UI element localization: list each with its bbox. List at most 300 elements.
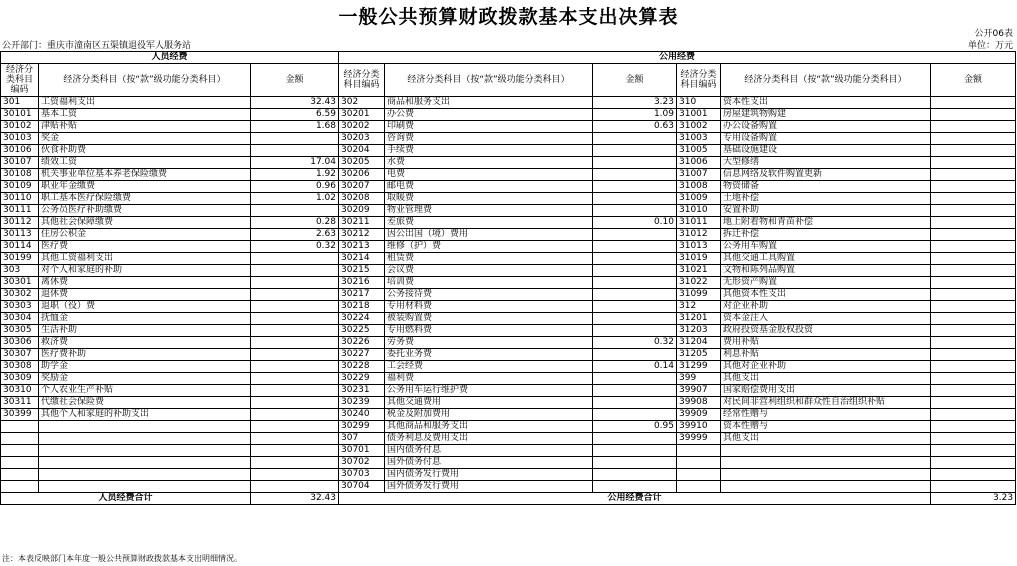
capital-amount-cell: [931, 457, 1016, 469]
personnel-amount-cell: [251, 421, 339, 433]
capital-name-cell: 资本金注入: [721, 313, 931, 325]
public-name-cell: 劳务费: [385, 337, 593, 349]
public-name-cell: 邮电费: [385, 181, 593, 193]
capital-amount-cell: [931, 265, 1016, 277]
personnel-amount-cell: [251, 361, 339, 373]
capital-name-cell: 信息网络及软件购置更新: [721, 169, 931, 181]
public-name-cell: 差旅费: [385, 217, 593, 229]
capital-name-cell: 地上附着物和青苗补偿: [721, 217, 931, 229]
capital-amount-cell: [931, 349, 1016, 361]
public-amount-cell: 0.10: [593, 217, 677, 229]
capital-name-cell: 大型修缮: [721, 157, 931, 169]
capital-amount-cell: [931, 241, 1016, 253]
public-name-cell: 商品和服务支出: [385, 97, 593, 109]
personnel-code-cell: 30301: [1, 277, 39, 289]
public-name-cell: 委托业务费: [385, 349, 593, 361]
capital-code-cell: 31203: [677, 325, 721, 337]
public-amount-cell: [593, 289, 677, 301]
personnel-amount-cell: [251, 301, 339, 313]
public-amount-cell: [593, 133, 677, 145]
table-row: [1, 385, 1016, 397]
capital-name-cell: 经常性赠与: [721, 409, 931, 421]
public-name-cell: 国内债务发行费用: [385, 469, 593, 481]
public-code-cell: 30227: [339, 349, 385, 361]
capital-code-cell: 31019: [677, 253, 721, 265]
capital-amount-cell: [931, 373, 1016, 385]
capital-code-cell: 39909: [677, 409, 721, 421]
capital-amount-cell: [931, 193, 1016, 205]
capital-name-cell: 其他支出: [721, 373, 931, 385]
capital-code-cell: 31008: [677, 181, 721, 193]
public-code-cell: 30225: [339, 325, 385, 337]
capital-code-cell: 31009: [677, 193, 721, 205]
personnel-amount-cell: [251, 445, 339, 457]
capital-code-cell: 31012: [677, 229, 721, 241]
personnel-name-cell: 对个人和家庭的补助: [39, 265, 251, 277]
public-code-cell: 30239: [339, 397, 385, 409]
public-code-cell: 30205: [339, 157, 385, 169]
capital-amount-cell: [931, 145, 1016, 157]
capital-code-cell: 39908: [677, 397, 721, 409]
personnel-code-cell: 30108: [1, 169, 39, 181]
table-row: [1, 205, 1016, 217]
personnel-code-cell: 30112: [1, 217, 39, 229]
personnel-code-cell: 30101: [1, 109, 39, 121]
capital-name-cell: [721, 457, 931, 469]
capital-name-cell: 土地补偿: [721, 193, 931, 205]
personnel-amount-cell: 0.96: [251, 181, 339, 193]
table-row: [1, 373, 1016, 385]
public-code-cell: 30202: [339, 121, 385, 133]
capital-amount-cell: [931, 301, 1016, 313]
capital-code-cell: 399: [677, 373, 721, 385]
public-amount-cell: [593, 469, 677, 481]
personnel-name-cell: 离休费: [39, 277, 251, 289]
public-amount-cell: [593, 433, 677, 445]
column-header-amount: 金额: [593, 64, 677, 97]
personnel-name-cell: 医疗费: [39, 241, 251, 253]
table-row: [1, 469, 1016, 481]
public-name-cell: 福利费: [385, 373, 593, 385]
public-code-cell: 30299: [339, 421, 385, 433]
public-amount-cell: [593, 313, 677, 325]
table-row: [1, 109, 1016, 121]
personnel-total-value: 32.43: [251, 493, 339, 505]
personnel-name-cell: 职工基本医疗保险缴费: [39, 193, 251, 205]
capital-name-cell: 资本性支出: [721, 97, 931, 109]
public-amount-cell: [593, 481, 677, 493]
capital-code-cell: 31022: [677, 277, 721, 289]
table-row: [1, 325, 1016, 337]
personnel-name-cell: 退休费: [39, 289, 251, 301]
table-row: [1, 133, 1016, 145]
personnel-amount-cell: [251, 457, 339, 469]
column-header-amount: 金额: [251, 64, 339, 97]
public-code-cell: 30212: [339, 229, 385, 241]
personnel-code-cell: 30302: [1, 289, 39, 301]
capital-name-cell: 政府投资基金股权投资: [721, 325, 931, 337]
table-row: [1, 97, 1016, 109]
personnel-code-cell: 30103: [1, 133, 39, 145]
personnel-name-cell: 其他个人和家庭的补助支出: [39, 409, 251, 421]
capital-name-cell: 公务用车购置: [721, 241, 931, 253]
capital-code-cell: 31007: [677, 169, 721, 181]
public-amount-cell: 0.32: [593, 337, 677, 349]
personnel-amount-cell: [251, 277, 339, 289]
personnel-code-cell: 30305: [1, 325, 39, 337]
capital-amount-cell: [931, 121, 1016, 133]
personnel-amount-cell: [251, 409, 339, 421]
personnel-code-cell: 30304: [1, 313, 39, 325]
personnel-amount-cell: [251, 349, 339, 361]
capital-code-cell: 31002: [677, 121, 721, 133]
capital-code-cell: 31099: [677, 289, 721, 301]
capital-name-cell: 对企业补助: [721, 301, 931, 313]
capital-code-cell: 31299: [677, 361, 721, 373]
public-name-cell: 维修（护）费: [385, 241, 593, 253]
table-row: [1, 289, 1016, 301]
public-name-cell: 专用材料费: [385, 301, 593, 313]
public-name-cell: 水费: [385, 157, 593, 169]
capital-code-cell: 31005: [677, 145, 721, 157]
public-name-cell: 办公费: [385, 109, 593, 121]
table-row: [1, 349, 1016, 361]
public-name-cell: 会议费: [385, 265, 593, 277]
personnel-amount-cell: 0.32: [251, 241, 339, 253]
capital-amount-cell: [931, 205, 1016, 217]
capital-amount-cell: [931, 97, 1016, 109]
personnel-code-cell: 30111: [1, 205, 39, 217]
public-code-cell: 30204: [339, 145, 385, 157]
personnel-name-cell: 住房公积金: [39, 229, 251, 241]
personnel-amount-cell: [251, 373, 339, 385]
public-name-cell: 其他商品和服务支出: [385, 421, 593, 433]
personnel-name-cell: [39, 421, 251, 433]
capital-amount-cell: [931, 397, 1016, 409]
personnel-name-cell: 救济费: [39, 337, 251, 349]
public-amount-cell: 1.09: [593, 109, 677, 121]
table-row: [1, 121, 1016, 133]
table-row: [1, 241, 1016, 253]
table-row: [1, 181, 1016, 193]
public-amount-cell: [593, 277, 677, 289]
personnel-name-cell: 代缴社会保险费: [39, 397, 251, 409]
personnel-name-cell: 其他工资福利支出: [39, 253, 251, 265]
capital-name-cell: 其他资本性支出: [721, 289, 931, 301]
personnel-code-cell: 30399: [1, 409, 39, 421]
personnel-code-cell: 30310: [1, 385, 39, 397]
public-code-cell: 30209: [339, 205, 385, 217]
public-group-header: 公用经费: [339, 52, 1016, 64]
personnel-amount-cell: [251, 325, 339, 337]
capital-amount-cell: [931, 421, 1016, 433]
capital-name-cell: 房屋建筑物购建: [721, 109, 931, 121]
department-label: 公开部门：重庆市潼南区五渠镇退役军人服务站: [2, 41, 192, 51]
personnel-code-cell: 30199: [1, 253, 39, 265]
personnel-amount-cell: [251, 385, 339, 397]
capital-name-cell: 费用补贴: [721, 337, 931, 349]
personnel-code-cell: 301: [1, 97, 39, 109]
public-total-value: 3.23: [931, 493, 1016, 505]
capital-amount-cell: [931, 361, 1016, 373]
public-code-cell: 307: [339, 433, 385, 445]
capital-name-cell: 其他交通工具购置: [721, 253, 931, 265]
capital-amount-cell: [931, 433, 1016, 445]
public-name-cell: 国外债务付息: [385, 457, 593, 469]
capital-code-cell: 31010: [677, 205, 721, 217]
personnel-name-cell: 奖金: [39, 133, 251, 145]
personnel-code-cell: 30102: [1, 121, 39, 133]
capital-code-cell: 31204: [677, 337, 721, 349]
capital-amount-cell: [931, 253, 1016, 265]
public-name-cell: 专用燃料费: [385, 325, 593, 337]
personnel-code-cell: 30109: [1, 181, 39, 193]
public-amount-cell: [593, 409, 677, 421]
personnel-amount-cell: [251, 313, 339, 325]
personnel-code-cell: 30114: [1, 241, 39, 253]
personnel-code-cell: 303: [1, 265, 39, 277]
personnel-amount-cell: 17.04: [251, 157, 339, 169]
personnel-name-cell: 个人农业生产补贴: [39, 385, 251, 397]
public-name-cell: 物业管理费: [385, 205, 593, 217]
public-name-cell: 公务接待费: [385, 289, 593, 301]
footnote: 注：本表反映部门本年度一般公共预算财政拨款基本支出明细情况。: [2, 554, 242, 563]
public-name-cell: 取暖费: [385, 193, 593, 205]
capital-amount-cell: [931, 337, 1016, 349]
table-row: [1, 445, 1016, 457]
capital-name-cell: 其他支出: [721, 433, 931, 445]
public-amount-cell: 0.14: [593, 361, 677, 373]
capital-code-cell: [677, 445, 721, 457]
public-amount-cell: [593, 229, 677, 241]
table-row: [1, 253, 1016, 265]
report-title: 一般公共预算财政拨款基本支出决算表: [338, 6, 679, 28]
capital-amount-cell: [931, 217, 1016, 229]
public-amount-cell: [593, 253, 677, 265]
public-code-cell: 30231: [339, 385, 385, 397]
capital-name-cell: 利息补贴: [721, 349, 931, 361]
capital-code-cell: 31006: [677, 157, 721, 169]
personnel-name-cell: 退职（役）费: [39, 301, 251, 313]
column-header-name: 经济分类科目（按“款”级功能分类科目）: [39, 64, 251, 97]
public-amount-cell: [593, 445, 677, 457]
public-amount-cell: [593, 241, 677, 253]
personnel-name-cell: [39, 457, 251, 469]
public-amount-cell: [593, 301, 677, 313]
personnel-amount-cell: [251, 397, 339, 409]
public-code-cell: 30208: [339, 193, 385, 205]
personnel-name-cell: 医疗费补助: [39, 349, 251, 361]
table-row: [1, 313, 1016, 325]
public-name-cell: 债务利息及费用支出: [385, 433, 593, 445]
capital-code-cell: 31201: [677, 313, 721, 325]
capital-code-cell: [677, 457, 721, 469]
personnel-code-cell: 30303: [1, 301, 39, 313]
personnel-name-cell: [39, 481, 251, 493]
public-code-cell: 30207: [339, 181, 385, 193]
personnel-name-cell: 津贴补贴: [39, 121, 251, 133]
table-row: [1, 157, 1016, 169]
public-name-cell: 国外债务发行费用: [385, 481, 593, 493]
public-amount-cell: [593, 325, 677, 337]
capital-amount-cell: [931, 277, 1016, 289]
personnel-amount-cell: 32.43: [251, 97, 339, 109]
public-name-cell: 其他交通费用: [385, 397, 593, 409]
personnel-total-label: 人员经费合计: [1, 493, 251, 505]
table-row: [1, 217, 1016, 229]
public-name-cell: 租赁费: [385, 253, 593, 265]
public-code-cell: 30216: [339, 277, 385, 289]
table-row: [1, 337, 1016, 349]
public-amount-cell: [593, 397, 677, 409]
column-header-name: 经济分类科目（按“款”级功能分类科目）: [385, 64, 593, 97]
personnel-amount-cell: [251, 265, 339, 277]
personnel-code-cell: [1, 469, 39, 481]
table-row: [1, 265, 1016, 277]
public-amount-cell: [593, 205, 677, 217]
public-amount-cell: [593, 385, 677, 397]
public-name-cell: 电费: [385, 169, 593, 181]
capital-amount-cell: [931, 289, 1016, 301]
personnel-amount-cell: [251, 133, 339, 145]
personnel-amount-cell: 0.28: [251, 217, 339, 229]
capital-name-cell: [721, 481, 931, 493]
capital-amount-cell: [931, 385, 1016, 397]
public-code-cell: 30703: [339, 469, 385, 481]
public-code-cell: 30206: [339, 169, 385, 181]
capital-name-cell: 物资储备: [721, 181, 931, 193]
public-amount-cell: [593, 157, 677, 169]
public-name-cell: 咨询费: [385, 133, 593, 145]
unit-label: 单位：万元: [967, 41, 1013, 51]
capital-name-cell: 其他对企业补助: [721, 361, 931, 373]
public-code-cell: 30702: [339, 457, 385, 469]
table-row: [1, 229, 1016, 241]
public-name-cell: 工会经费: [385, 361, 593, 373]
personnel-name-cell: 助学金: [39, 361, 251, 373]
personnel-code-cell: [1, 445, 39, 457]
table-row: [1, 397, 1016, 409]
personnel-code-cell: 30311: [1, 397, 39, 409]
table-row: [1, 433, 1016, 445]
personnel-code-cell: 30309: [1, 373, 39, 385]
personnel-amount-cell: 1.68: [251, 121, 339, 133]
capital-code-cell: 31013: [677, 241, 721, 253]
public-code-cell: 30203: [339, 133, 385, 145]
capital-amount-cell: [931, 133, 1016, 145]
capital-name-cell: 专用设备购置: [721, 133, 931, 145]
public-name-cell: 手续费: [385, 145, 593, 157]
public-total-label: 公用经费合计: [339, 493, 931, 505]
capital-code-cell: 39910: [677, 421, 721, 433]
table-row: [1, 457, 1016, 469]
capital-amount-cell: [931, 325, 1016, 337]
table-row: [1, 301, 1016, 313]
table-row: [1, 277, 1016, 289]
personnel-amount-cell: [251, 433, 339, 445]
column-header-amount: 金额: [931, 64, 1016, 97]
capital-name-cell: [721, 469, 931, 481]
personnel-name-cell: 职业年金缴费: [39, 181, 251, 193]
capital-code-cell: 31001: [677, 109, 721, 121]
public-code-cell: 30218: [339, 301, 385, 313]
expenditure-table: [0, 51, 1016, 505]
public-code-cell: 30215: [339, 265, 385, 277]
personnel-name-cell: [39, 433, 251, 445]
capital-amount-cell: [931, 445, 1016, 457]
personnel-code-cell: [1, 481, 39, 493]
public-amount-cell: 0.63: [593, 121, 677, 133]
table-row: [1, 193, 1016, 205]
table-row: [1, 169, 1016, 181]
personnel-amount-cell: [251, 337, 339, 349]
capital-name-cell: 文物和陈列品购置: [721, 265, 931, 277]
table-row: [1, 481, 1016, 493]
column-header-name: 经济分类科目（按“款”级功能分类科目）: [721, 64, 931, 97]
personnel-code-cell: 30107: [1, 157, 39, 169]
public-code-cell: 302: [339, 97, 385, 109]
personnel-group-header: 人员经费: [1, 52, 339, 64]
personnel-code-cell: 30106: [1, 145, 39, 157]
personnel-amount-cell: 6.59: [251, 109, 339, 121]
public-amount-cell: 0.95: [593, 421, 677, 433]
capital-name-cell: 拆迁补偿: [721, 229, 931, 241]
personnel-amount-cell: [251, 253, 339, 265]
capital-name-cell: [721, 445, 931, 457]
capital-code-cell: 31011: [677, 217, 721, 229]
capital-code-cell: 31003: [677, 133, 721, 145]
public-name-cell: 税金及附加费用: [385, 409, 593, 421]
personnel-name-cell: 基本工资: [39, 109, 251, 121]
personnel-amount-cell: 2.63: [251, 229, 339, 241]
public-amount-cell: [593, 457, 677, 469]
public-code-cell: 30240: [339, 409, 385, 421]
public-amount-cell: [593, 193, 677, 205]
table-row: [1, 409, 1016, 421]
personnel-code-cell: [1, 433, 39, 445]
table-code: 公开06表: [974, 29, 1013, 39]
public-amount-cell: [593, 169, 677, 181]
personnel-amount-cell: [251, 481, 339, 493]
public-amount-cell: [593, 349, 677, 361]
capital-amount-cell: [931, 157, 1016, 169]
personnel-amount-cell: [251, 289, 339, 301]
column-header-code: 经济分类科目编码: [1, 64, 39, 97]
public-amount-cell: [593, 265, 677, 277]
personnel-amount-cell: [251, 205, 339, 217]
capital-name-cell: 安置补助: [721, 205, 931, 217]
personnel-name-cell: [39, 445, 251, 457]
public-amount-cell: [593, 181, 677, 193]
public-code-cell: 30214: [339, 253, 385, 265]
table-row: [1, 421, 1016, 433]
personnel-code-cell: 30308: [1, 361, 39, 373]
public-name-cell: 公务用车运行维护费: [385, 385, 593, 397]
personnel-name-cell: 工资福利支出: [39, 97, 251, 109]
column-header-code: 经济分类科目编码: [339, 64, 385, 97]
personnel-name-cell: 抚恤金: [39, 313, 251, 325]
personnel-name-cell: 伙食补助费: [39, 145, 251, 157]
capital-name-cell: 无形资产购置: [721, 277, 931, 289]
table-row: [1, 145, 1016, 157]
public-code-cell: 30224: [339, 313, 385, 325]
personnel-name-cell: 奖励金: [39, 373, 251, 385]
personnel-name-cell: 公务员医疗补助缴费: [39, 205, 251, 217]
public-name-cell: 培训费: [385, 277, 593, 289]
capital-code-cell: 310: [677, 97, 721, 109]
capital-code-cell: 31021: [677, 265, 721, 277]
capital-amount-cell: [931, 181, 1016, 193]
